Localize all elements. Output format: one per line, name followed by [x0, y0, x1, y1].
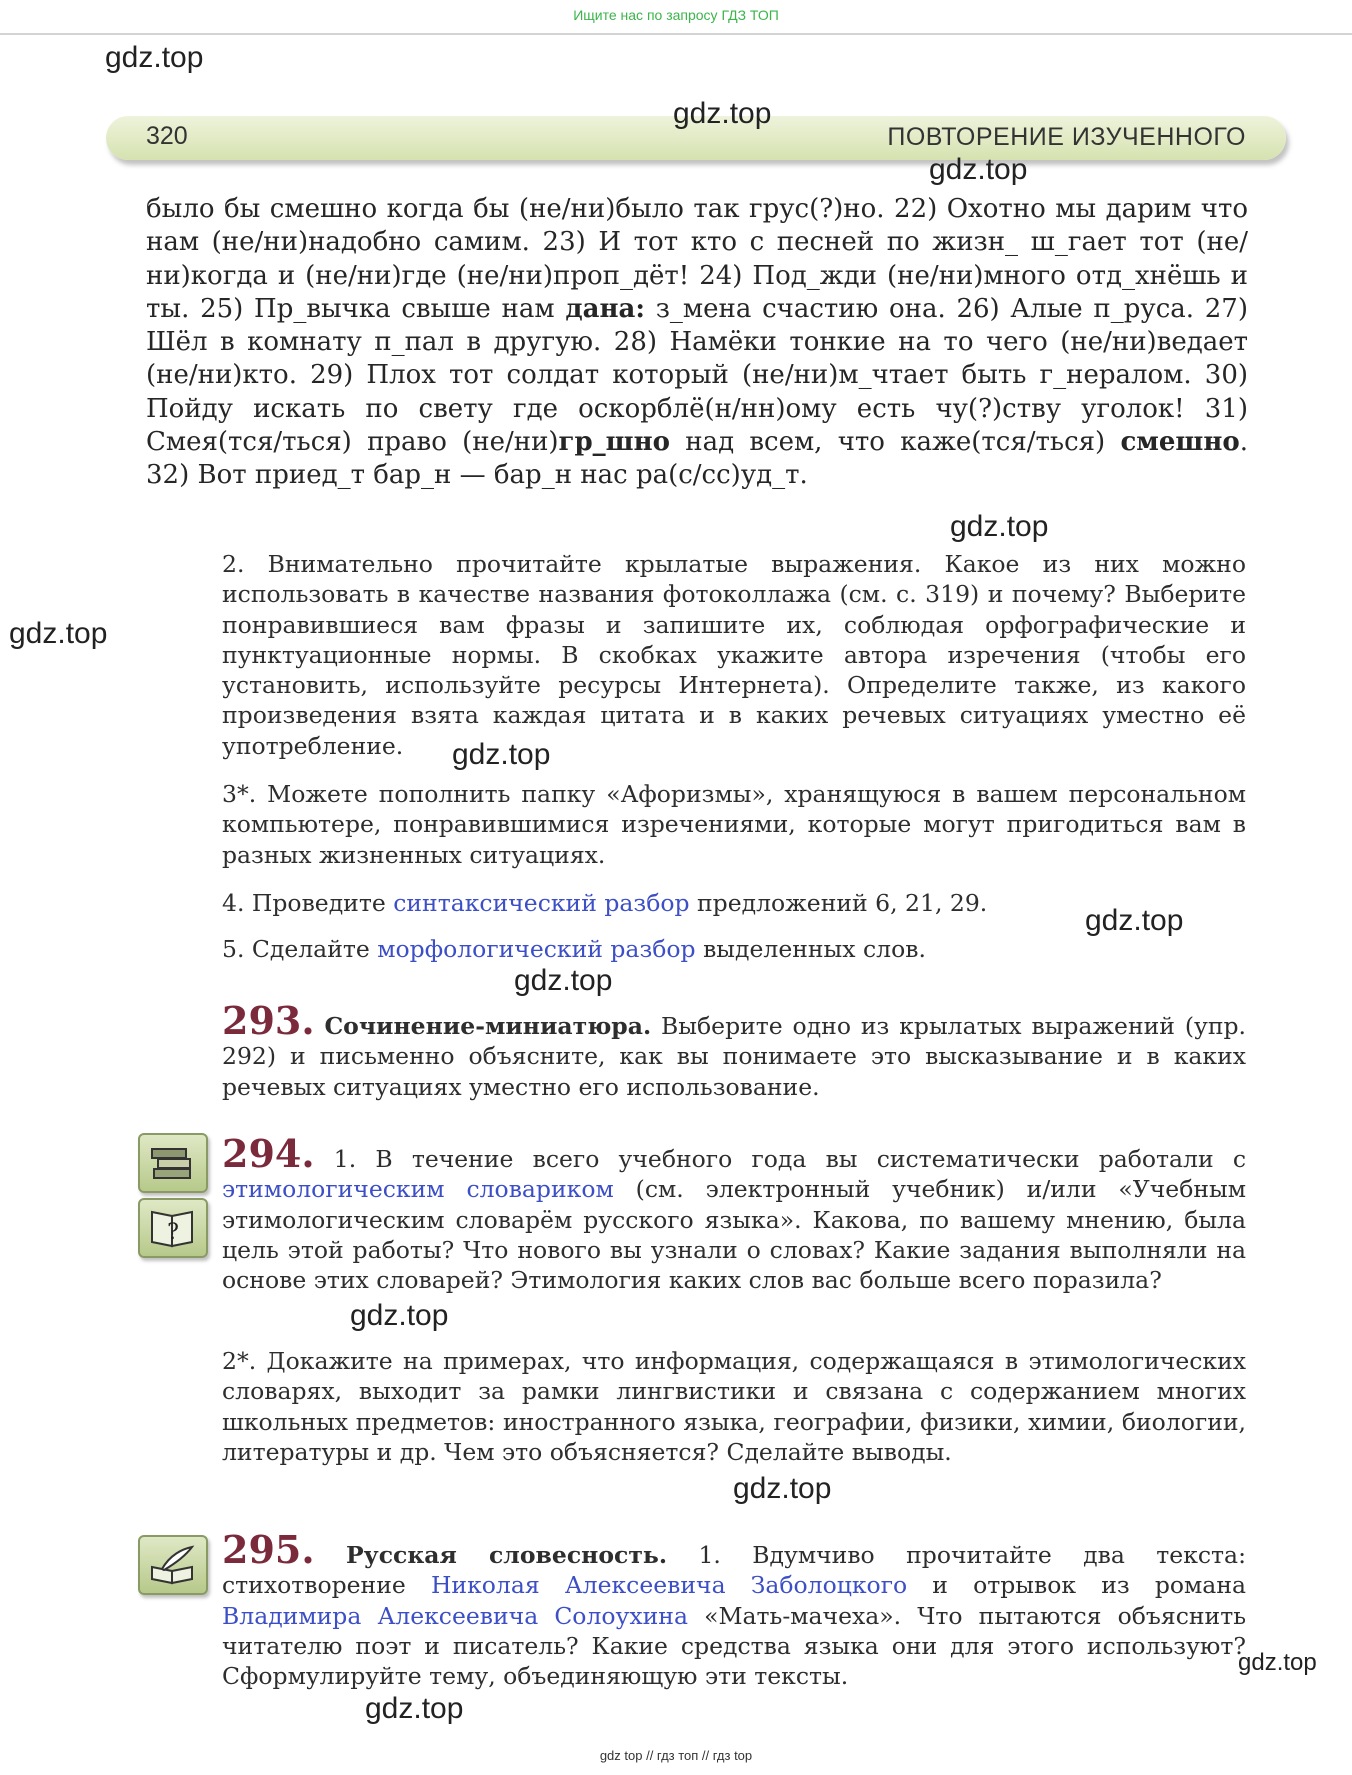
watermark: gdz.top: [514, 964, 613, 997]
link-soloukhin[interactable]: Владимира Алексеевича Солоухина: [222, 1601, 688, 1630]
question-book-icon: [138, 1198, 208, 1258]
watermark: gdz.top: [452, 738, 551, 771]
bold-word-greshno: гр_шно: [558, 427, 670, 458]
watermark: gdz.top: [365, 1692, 464, 1725]
watermark: gdz.top: [105, 41, 204, 74]
footer-text: gdz top // гдз топ // гдз top: [599, 1748, 753, 1763]
svg-text:?: ?: [167, 1220, 179, 1245]
watermark: gdz.top: [1238, 1649, 1317, 1676]
task-2: 2. Внимательно прочитайте крылатые выражения. Какое из них можно использовать в качестве названия фотоколлажа (см. с. 319) и почему? Выберите понравившиеся вам фразы и запишите их, соблюдая орфографические и пунктуационные нормы. В скобках укажите автора изречения (чтобы его установить, используйте ресурсы Интернета). Определите также, из какого произведения взята каждая цитата и в каких речевых ситуациях уместно её употребление.: [222, 550, 1246, 760]
exercise-293: 293. Сочинение-миниатюра. Выберите одно из крылатых выражений (упр. 292) и письменно объясните, как вы понимаете это высказывание и в каких речевых ситуациях уместно его использование.: [222, 998, 1246, 1101]
bold-word-smeshno: смешно: [1120, 427, 1240, 458]
quill-book-icon: [138, 1535, 208, 1595]
exercise-295: 295. Русская словесность. 1. Вдумчиво прочитайте два текста: стихотворение Николая Алексеевича Заболоцкого и отрывок из романа Владимира Алексеевича Солоухина «Мать-мачеха». Что пытаются объяснить читателю поэт и писатель? Какие средства языка они для этого используют? Сформулируйте тему, объединяющую эти тексты.: [222, 1527, 1246, 1691]
exercise-295-heading: Русская словесность.: [345, 1541, 668, 1569]
task-4: 4. Проведите синтаксический разбор предложений 6, 21, 29.: [222, 889, 988, 917]
link-morph-analysis[interactable]: морфологический разбор: [377, 935, 696, 963]
footer: [0, 1748, 1352, 1763]
link-zabolotsky[interactable]: Николая Алексеевича Заболоцкого: [430, 1571, 908, 1600]
exercise-294-task-2: 2*. Докажите на примерах, что информация, содержащаяся в этимологических словарях, выходит за рамки лингвистики и связана с содержанием многих школьных предметов: иностранного языка, географии, физики, химии, биологии, литературы и др. Чем это объясняется? Сделайте выводы.: [222, 1347, 1246, 1466]
exercise-number-293: 293.: [222, 998, 315, 1043]
top-banner-text[interactable]: Ищите нас по запросу ГДЗ ТОП: [573, 7, 779, 23]
exercise-294: 294. 1. В течение всего учебного года вы систематически работали с этимологическим словариком (см. электронный учебник) и/или «Учебным этимологическим словарём русского языка». Какова, по вашему мнению, была цель этой работы? Что нового вы узнали о словах? Какие задания выполняли на основе этих словарей? Этимология каких слов вас больше всего поразила?: [222, 1131, 1247, 1295]
top-banner[interactable]: [0, 0, 1352, 35]
watermark: gdz.top: [350, 1299, 449, 1332]
exercise-number-294: 294.: [222, 1131, 315, 1176]
watermark: gdz.top: [929, 153, 1028, 186]
bold-word-dana: дана:: [565, 293, 645, 324]
watermark: gdz.top: [1085, 904, 1184, 937]
exercise-number-295: 295.: [222, 1527, 315, 1572]
task-5: 5. Сделайте морфологический разбор выделенных слов.: [222, 935, 926, 963]
watermark: gdz.top: [673, 97, 772, 130]
books-icon: [138, 1133, 208, 1193]
task-3: 3*. Можете пополнить папку «Афоризмы», хранящуюся в вашем персональном компьютере, понравившимися изречениями, которые могут пригодиться вам в разных жизненных ситуациях.: [222, 780, 1246, 869]
link-etymology-dictionary[interactable]: этимологическим словариком: [222, 1175, 614, 1204]
page-number: 320: [146, 122, 188, 150]
section-title: ПОВТОРЕНИЕ ИЗУЧЕННОГО: [887, 123, 1246, 151]
watermark: gdz.top: [950, 510, 1049, 543]
watermark: gdz.top: [733, 1472, 832, 1505]
link-syntax-analysis[interactable]: синтаксический разбор: [393, 889, 690, 917]
exercise-292-text: было бы смешно когда бы (не/ни)было так грус(?)но. 22) Охотно мы дарим что нам (не/ни)надобно самим. 23) И тот кто с песней по жизн_ ш_гает тот (не/ни)когда и (не/ни)где (не/ни)проп_дёт! 24) Под_жди (не/ни)много отд_хнёшь и ты. 25) Пр_вычка свыше нам дана: з_мена счастию она. 26) Алые п_руса. 27) Шёл в комнату п_пал в другую. 28) Намёки тонкие на то чего (не/ни)ведает (не/ни)кто. 29) Плох тот солдат который (не/ни)м_чтает быть г_нералом. 30) Пойду искать по свету где оскорблё(н/нн)ому есть чу(?)ству уголок! 31) Смея(тся/ться) право (не/ни)гр_шно над всем, что каже(тся/ться) смешно. 32) Вот приед_т бар_н — бар_н нас ра(с/сс)уд_т.: [146, 194, 1248, 491]
watermark: gdz.top: [9, 617, 108, 650]
exercise-293-heading: Сочинение-миниатюра.: [324, 1012, 652, 1040]
